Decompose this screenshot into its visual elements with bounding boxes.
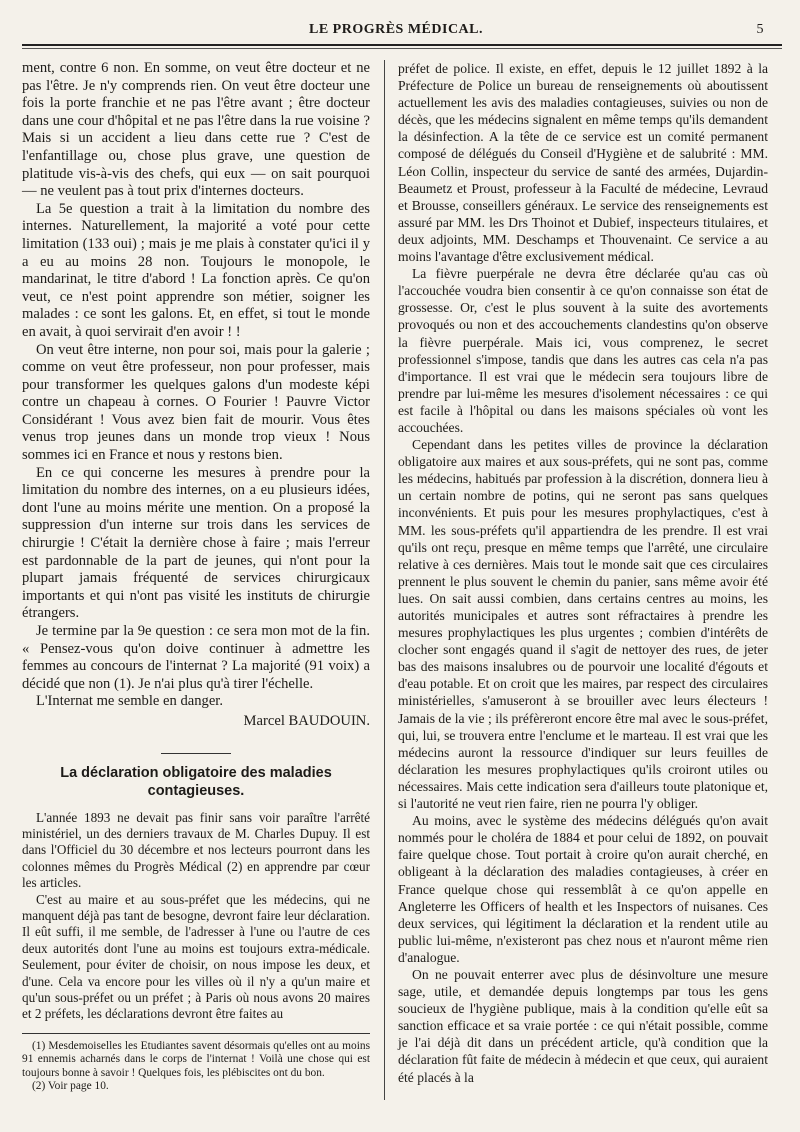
article-heading: La déclaration obligatoire des maladies contagieuses. [60, 764, 332, 799]
running-header [22, 22, 770, 40]
paragraph: Je termine par la 9e question : ce sera mon mot de la fin. « Pensez-vous qu'on doive continuer à admettre les femmes au concours de l'internat ? La majorité (91 voix) a décidé que non (1). Je n'ai plus qu'à tirer l'échelle. [22, 623, 370, 692]
journal-title: LE PROGRÈS MÉDICAL. [308, 22, 484, 37]
footnote: (1) Mesdemoiselles les Etudiantes savent désormais qu'elles ont au moins 91 ennemis acharnés dans le corps de l'internat ! Voilà une chose qui est toujours bonne à savoir ! Quelques fois, les plébiscites ont du bon. [22, 1039, 370, 1079]
paragraph: ment, contre 6 non. En somme, on veut être docteur et ne pas l'être. Je n'y comprends rien. On veut être docteur une fois la porte franchie et ne pas l'être avant ; être docteur dans une cour d'hôpital et ne pas l'être dans la rue voisine ? Mais si un accident a lieu dans cette rue ? C'est de l'enfantillage ou, chose plus grave, une question de platitude vis-à-vis des chefs, qui eux — on sait pourquoi — ne veulent pas à tout prix d'internes docteurs. [22, 60, 370, 200]
paragraph: Au moins, avec le système des médecins délégués qu'on avait nommés pour le choléra de 1884 et pour celui de 1892, on pouvait faire quelque chose. Tout portait à croire qu'on aurait cherché, en obligeant à la déclaration des maladies contagieuses, à créer en France quelque chose qui ressemblât à ce qu'on appelle en Angleterre les Officers of health et les Inspectors of nuisanes. Ces deux services, qui légitiment la déclaration et la rendent utile au public lui-même, n'existeront pas chez nous et n'auront même rien d'analogue. [398, 813, 768, 965]
header-rule-thin [22, 48, 782, 49]
paragraph: On veut être interne, non pour soi, mais pour la galerie ; comme on veut être professeur, non pour professer, mais pour transformer les quelques galons d'un modeste képi contre un chapeau à cornes. O Fourier ! Pauvre Victor Considérant ! Vous avez bien fait de mourir. Vous êtes venus trop jeunes dans un monde trop vieux ! Nous sommes ici en France et nous y restons bien. [22, 341, 370, 464]
page-number: 5 [756, 22, 764, 37]
paragraph: préfet de police. Il existe, en effet, depuis le 12 juillet 1892 à la Préfecture de Police un bureau de renseignements où aboutissent actuellement les avis des maladies contagieuses, suivies ou non de décès, que les médecins signalent en même temps qu'ils demandent la désinfection. A la tête de ce service est un comité permanent composé de délégués du Conseil d'Hygiène et de salubrité : MM. Léon Collin, inspecteur du service de santé des armées, Dujardin-Beaumetz et Proust, professeur à la Faculté de médecine, Levraud et Brousse, conseillers généraux. Le service des renseignements est assuré par MM. les Drs Thoinot et Dubief, inspecteurs titulaires, et deux adjoints, MM. Deschamps et Thouvenaint. Ce service a au moins l'avantage d'être exclusivement médical. [398, 61, 768, 265]
header-rule [22, 44, 782, 46]
section-divider [161, 753, 231, 754]
paragraph: Cependant dans les petites villes de province la déclaration obligatoire aux maires et aux sous-préfets, qui ne sont pas, comme les médecins, habitués par profession à la discrétion, donnera lieu à un certain nombre de potins, qui ne seront pas sans quelques inconvénients. Et puis pour les mesures prophylactiques, c'est à MM. les sous-préfets qu'il appartiendra de les prendre. Il est vrai qu'ils ont reçu, presque en même temps que l'arrêté, une circulaire relative à ces dernières. Mais tout le monde sait que ces circulaires prennent le plus souvent le chemin du panier, sans même avoir été lues. On sait aussi combien, dans certains centres au moins, les autorités municipales et autres sont réfractaires à prendre les mesures prophylactiques les plus urgentes ; combien d'intérêts de clocher sont engagés quand il s'agit de nettoyer des rues, de jeter bas des maisons insalubres ou de pourvoir une localité d'égouts et d'eau potable. Et on croit que les maires, par respect des circulaires ministérielles, s'amuseront à se brouiller avec leurs électeurs ! Jamais de la vie ; ils préfèreront encore être mal avec le sous-préfet, qui, lui, se trouvera entre l'enclume et le marteau. Il est vrai que les médecins auront la ressource d'indiquer sur leurs feuilles de déclaration les mesures prophylactiques qu'ils croiront utiles ou nécessaires. Mais cette indication sera d'ailleurs toute platonique et, si l'autorité ne veut rien faire, rien ne pourra l'y obliger. [398, 437, 768, 812]
paragraph: En ce qui concerne les mesures à prendre pour la limitation du nombre des internes, on a eu plusieurs idées, dont l'une au moins mérite une mention. On a proposé la suppression d'un interne sur trois dans les services de chirurgie ! C'était la dernière chose à faire ; mais l'erreur est pardonnable de la part de jeunes, qui n'ont pour la plupart jamais fréquenté de services chirurgicaux importants et qui n'ont pas visité les instituts de chirurgie étrangers. [22, 464, 370, 622]
left-column [22, 60, 370, 1093]
column-divider [384, 60, 385, 1100]
footnotes [22, 1033, 370, 1094]
right-column [398, 60, 768, 1086]
paragraph: La fièvre puerpérale ne devra être déclarée qu'au cas où l'accouchée voudra bien consentir à ce qu'on connaisse son état de grossesse. Or, c'est le plus souvent à la suite des avortements provoqués ou non et des accouchements clandestins qu'on observe la fièvre puerpérale. Mais ici, vous comprenez, le secret professionnel s'impose, tandis que dans les autres cas cela n'a pas d'importance. Il est vrai que le médecin sera toujours libre de prendre par lui-même les mesures d'isolement nécessaires : ce qui est facile à l'hôpital ou dans les maisons spéciales où vont les accouchées. [398, 266, 768, 435]
paragraph: C'est au maire et au sous-préfet que les médecins, qui ne manquent déjà pas tant de besogne, devront faire leur déclaration. Il eût suffi, il me semble, de l'adresser à l'une ou l'autre de ces deux autorités dont l'une au moins est toujours extra-médicale. Seulement, pour éviter de choisir, on nous impose les deux, et d'une. Cela va encore pour les villes où il n'y a qu'un maire et qu'un sous-préfet ou un préfet ; à Paris où nous avons 20 maires et 2 préfets, les déclarations devront être faites au [22, 891, 370, 1022]
footnote: (2) Voir page 10. [32, 1080, 109, 1093]
paragraph: La 5e question a trait à la limitation du nombre des internes. Naturellement, la majorité a voté pour cette limitation (133 oui) ; mais je me plais à constater qu'ici il y a eu au moins 28 non. Toujours le monopole, le mandarinat, le titre d'abord ! La fonction après. Ce qu'on veut, ce n'est point apprendre son métier, soigner les malades : ce sont les galons. Et, en effet, si tout le monde en avait, à quoi servirait d'en avoir ! ! [22, 200, 370, 340]
paragraph: L'année 1893 ne devait pas finir sans voir paraître l'arrêté ministériel, un des derniers travaux de M. Charles Dupuy. Il est dans l'Officiel du 30 décembre et nos lecteurs pourront dans les colonnes mêmes du Progrès Médical (2) en apprendre par cœur les articles. [22, 809, 370, 891]
paragraph: L'Internat me semble en danger. [36, 693, 224, 710]
author-signature: Marcel BAUDOUIN. [243, 712, 370, 729]
paragraph: On ne pouvait enterrer avec plus de désinvolture une mesure sage, utile, et demandée depuis longtemps par tous les gens soucieux de l'hygiène publique, mais à la condition qu'elle eût sa sanction efficace et sa vraie portée : ce qui n'était possible, comme je l'ai déjà dit dans un précédent article, qu'à condition que la déclaration fût faite de médecin à médecin et que ceux, qui auraient été placés à la [398, 966, 768, 1085]
